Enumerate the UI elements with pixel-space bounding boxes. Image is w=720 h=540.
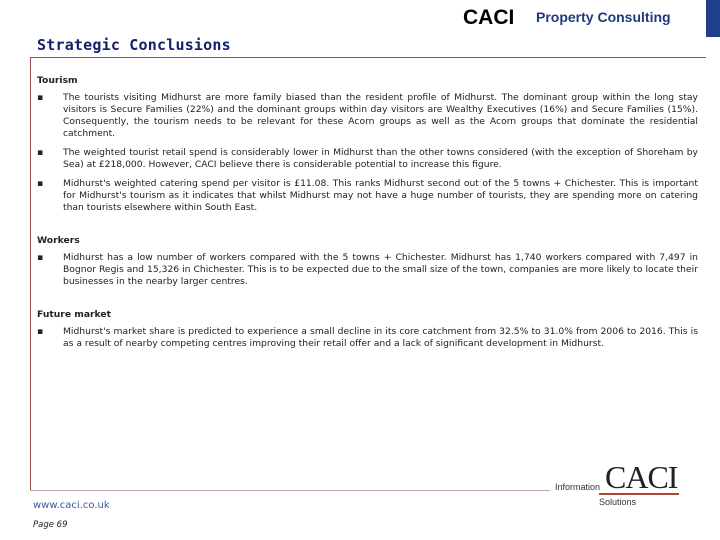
logo-text-caci: CACI — [605, 459, 678, 495]
website-link[interactable]: www.caci.co.uk — [33, 500, 110, 511]
bullet-icon: ▪ — [37, 178, 44, 189]
caci-logo — [555, 459, 685, 510]
list-item: ▪ Midhurst's market share is predicted to experience a small decline in its core catchment from 32.5% to 31.0% from 2006 to 2016. This is as a result of nearby competing centres improving their retail offer and a lack of significant development in Midhurst. — [37, 326, 698, 349]
page-number: Page 69 — [33, 520, 68, 530]
left-divider — [30, 57, 31, 490]
list-item: ▪ The tourists visiting Midhurst are more family biased than the resident profile of Midhurst. The dominant group within the long stay visitors is Secure Families (22%) and the dominant groups within day visitors are Wealthy Executives (16%) and Secure Families (15%). Consequently, the tourism needs to be relevant for these Acorn groups as well as the Acorn groups that dominate the residential catchment. — [37, 92, 698, 139]
section-heading: Future market — [37, 309, 112, 320]
content — [37, 75, 698, 357]
list-item: ▪ The weighted tourist retail spend is considerably lower in Midhurst than the other towns considered (with the exception of Shoreham by Sea) at £218,000. However, CACI believe there is considerable potential to increase this figure. — [37, 147, 698, 170]
list-item: ▪ Midhurst has a low number of workers compared with the 5 towns + Chichester. Midhurst has 1,740 workers compared with 7,497 in Bognor Regis and 15,326 in Chichester. This is to be expected due to the small size of the town, companies are more likely to locate their businesses in the nearby larger centres. — [37, 252, 698, 287]
logo-underline — [599, 493, 679, 495]
bullet-icon: ▪ — [37, 326, 44, 337]
list-item: ▪ Midhurst's weighted catering spend per visitor is £11.08. This ranks Midhurst second out of the 5 towns + Chichester. This is important for Midhurst's tourism as it indicates that whilst Midhurst may not have a huge number of tourists, they are spending more on catering than tourists elsewhere within South East. — [37, 178, 698, 213]
top-divider — [30, 57, 706, 58]
brand-name: CACI — [463, 6, 515, 29]
bottom-divider — [30, 490, 550, 491]
page-title: Strategic Conclusions — [37, 36, 231, 54]
logo-text-solutions: Solutions — [599, 497, 637, 507]
accent-bar — [706, 0, 720, 37]
logo-text-information: Information — [555, 482, 601, 492]
section-heading: Workers — [37, 235, 80, 246]
bullet-icon: ▪ — [37, 92, 44, 103]
brand-subtitle: Property Consulting — [536, 9, 671, 25]
bullet-icon: ▪ — [37, 252, 44, 263]
section-heading: Tourism — [37, 75, 78, 86]
bullet-icon: ▪ — [37, 147, 44, 158]
